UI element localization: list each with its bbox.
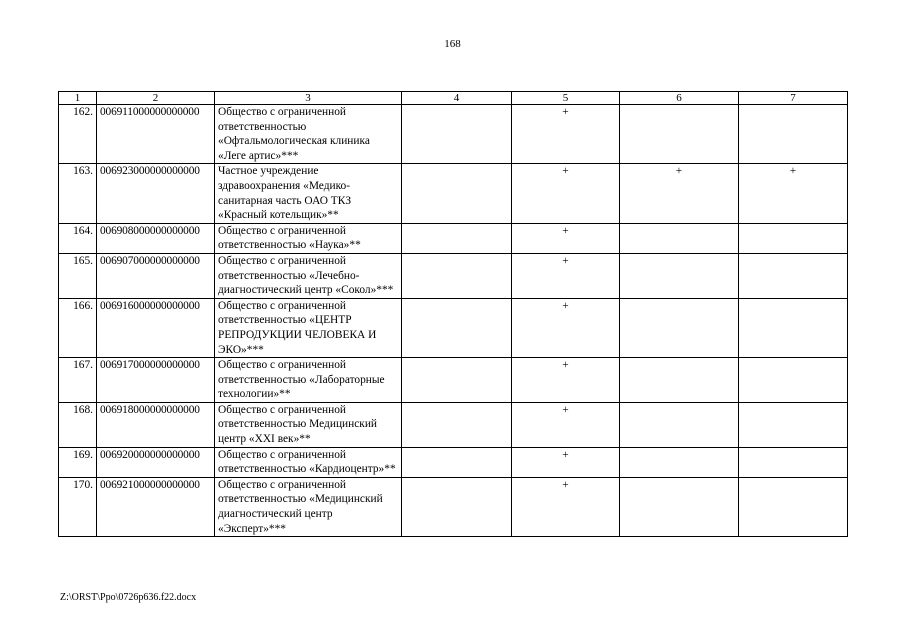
row-code: 006923000000000000: [97, 164, 215, 223]
row-col4-mark: [402, 223, 512, 253]
row-col5-mark: +: [512, 253, 620, 298]
row-organization-name: Частное учреждение здравоохранения «Медико-санитарная часть ОАО ТКЗ «Красный котельщик»**: [215, 164, 402, 223]
table-row: [59, 358, 848, 403]
row-col4-mark: [402, 447, 512, 477]
row-code: 006908000000000000: [97, 223, 215, 253]
row-col6-mark: [620, 253, 739, 298]
table-row: [59, 253, 848, 298]
file-path-footer: Z:\ORST\Ppo\0726p636.f22.docx: [60, 592, 197, 603]
row-col5-mark: +: [512, 298, 620, 357]
row-col4-mark: [402, 477, 512, 536]
row-col4-mark: [402, 164, 512, 223]
row-organization-name: Общество с ограниченной ответственностью «ЦЕНТР РЕПРОДУКЦИИ ЧЕЛОВЕКА И ЭКО»***: [215, 298, 402, 357]
row-organization-name: Общество с ограниченной ответственностью «Медицинский диагностический центр «Эксперт»***: [215, 477, 402, 536]
table-row: [59, 402, 848, 447]
table-row: [59, 223, 848, 253]
table-header-row: [59, 92, 848, 105]
row-col4-mark: [402, 253, 512, 298]
row-col5-mark: +: [512, 358, 620, 403]
row-organization-name: Общество с ограниченной ответственностью «Наука»**: [215, 223, 402, 253]
row-col6-mark: [620, 105, 739, 164]
row-col4-mark: [402, 402, 512, 447]
row-code: 006911000000000000: [97, 105, 215, 164]
row-number: 169.: [59, 447, 97, 477]
page-number: 168: [444, 38, 461, 50]
row-code: 006916000000000000: [97, 298, 215, 357]
row-organization-name: Общество с ограниченной ответственностью «Офтальмологическая клиника «Леге артис»***: [215, 105, 402, 164]
row-col7-mark: [739, 253, 848, 298]
row-col5-mark: +: [512, 105, 620, 164]
row-col5-mark: +: [512, 477, 620, 536]
row-code: 006920000000000000: [97, 447, 215, 477]
row-col6-mark: [620, 477, 739, 536]
column-header-6: 6: [620, 92, 739, 105]
row-code: 006918000000000000: [97, 402, 215, 447]
row-number: 164.: [59, 223, 97, 253]
row-col4-mark: [402, 105, 512, 164]
table-row: [59, 298, 848, 357]
table-row: [59, 164, 848, 223]
row-col6-mark: [620, 358, 739, 403]
row-col7-mark: [739, 447, 848, 477]
row-col6-mark: [620, 447, 739, 477]
column-header-7: 7: [739, 92, 848, 105]
row-col5-mark: +: [512, 223, 620, 253]
row-col7-mark: [739, 223, 848, 253]
row-col5-mark: +: [512, 164, 620, 223]
table-row: [59, 105, 848, 164]
row-col7-mark: [739, 298, 848, 357]
row-col7-mark: [739, 105, 848, 164]
row-organization-name: Общество с ограниченной ответственностью «Кардиоцентр»**: [215, 447, 402, 477]
row-number: 167.: [59, 358, 97, 403]
row-col5-mark: +: [512, 447, 620, 477]
row-number: 168.: [59, 402, 97, 447]
row-organization-name: Общество с ограниченной ответственностью «Лечебно-диагностический центр «Сокол»***: [215, 253, 402, 298]
table-row: [59, 447, 848, 477]
row-col4-mark: [402, 298, 512, 357]
row-organization-name: Общество с ограниченной ответственностью Медицинский центр «XXI век»**: [215, 402, 402, 447]
row-number: 165.: [59, 253, 97, 298]
row-code: 006917000000000000: [97, 358, 215, 403]
row-number: 162.: [59, 105, 97, 164]
row-col7-mark: [739, 477, 848, 536]
row-number: 163.: [59, 164, 97, 223]
row-col7-mark: +: [739, 164, 848, 223]
row-organization-name: Общество с ограниченной ответственностью «Лабораторные технологии»**: [215, 358, 402, 403]
row-col6-mark: +: [620, 164, 739, 223]
row-code: 006907000000000000: [97, 253, 215, 298]
row-col5-mark: +: [512, 402, 620, 447]
column-header-3: 3: [215, 92, 402, 105]
column-header-5: 5: [512, 92, 620, 105]
row-col6-mark: [620, 298, 739, 357]
row-col4-mark: [402, 358, 512, 403]
row-col6-mark: [620, 402, 739, 447]
registry-table: [58, 91, 848, 537]
row-col7-mark: [739, 402, 848, 447]
row-col6-mark: [620, 223, 739, 253]
column-header-4: 4: [402, 92, 512, 105]
column-header-2: 2: [97, 92, 215, 105]
row-number: 166.: [59, 298, 97, 357]
row-code: 006921000000000000: [97, 477, 215, 536]
column-header-1: 1: [59, 92, 97, 105]
table-row: [59, 477, 848, 536]
row-col7-mark: [739, 358, 848, 403]
row-number: 170.: [59, 477, 97, 536]
